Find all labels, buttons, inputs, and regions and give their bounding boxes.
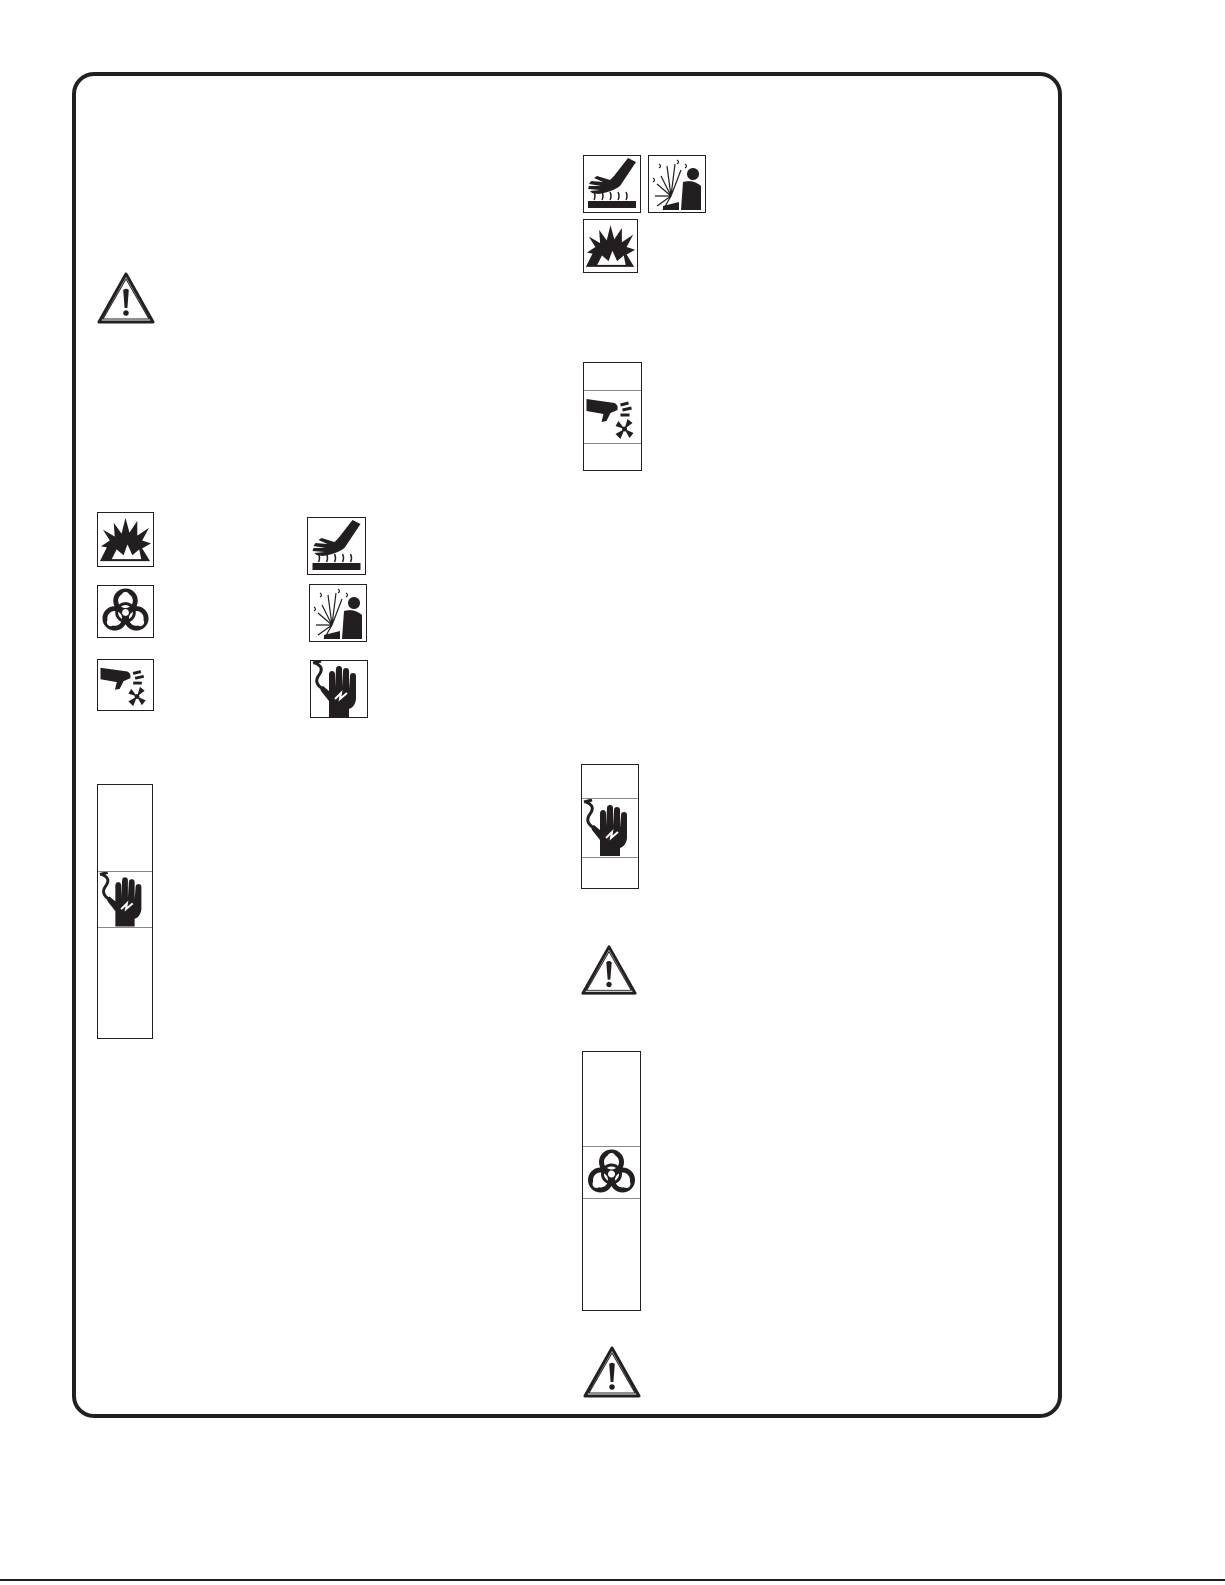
moving-parts-hazard-strip — [583, 362, 642, 471]
pressurized-spray-icon — [648, 155, 706, 213]
biohazard-icon — [583, 1147, 640, 1199]
footer-rule — [0, 1579, 1225, 1581]
hot-surface-icon — [307, 517, 366, 575]
page-border-frame — [72, 72, 1062, 1418]
biohazard-hazard-strip — [582, 1051, 641, 1311]
moving-parts-hand-icon — [97, 659, 154, 711]
shock-hazard-strip — [97, 784, 153, 1039]
strip-divider — [98, 927, 152, 928]
biohazard-icon — [97, 585, 154, 638]
moving-parts-hand-icon — [584, 391, 641, 443]
electric-shock-hand-icon — [98, 872, 152, 927]
strip-divider — [582, 857, 638, 858]
warning-triangle-icon — [582, 1344, 642, 1400]
pressurized-spray-icon — [309, 584, 367, 642]
explosion-icon — [583, 219, 638, 273]
warning-triangle-icon — [580, 943, 638, 997]
warning-triangle-icon — [96, 270, 156, 326]
strip-divider — [583, 1198, 640, 1199]
shock-hazard-strip — [581, 764, 639, 889]
hot-surface-icon — [583, 155, 641, 213]
electric-shock-hand-icon — [310, 660, 368, 718]
strip-divider — [584, 443, 641, 444]
electric-shock-hand-icon — [582, 799, 638, 857]
explosion-icon — [97, 512, 154, 567]
